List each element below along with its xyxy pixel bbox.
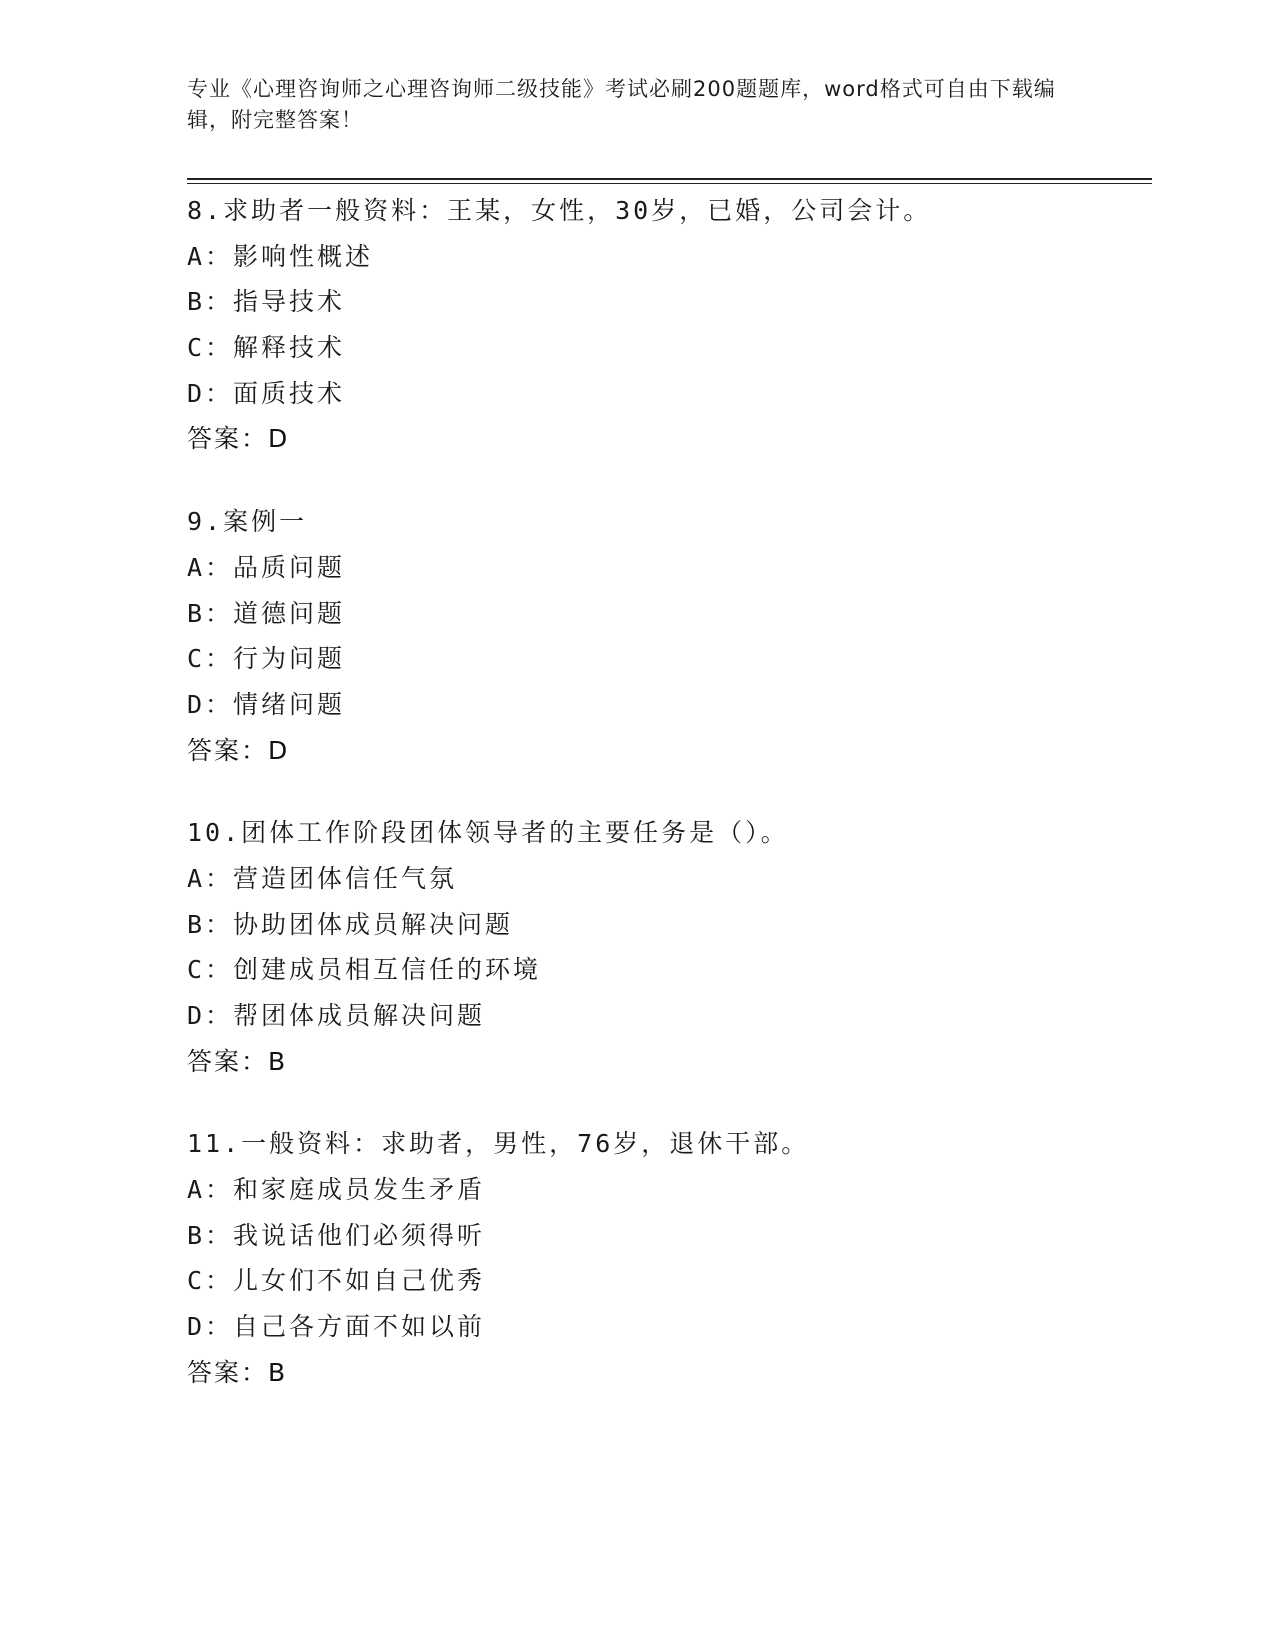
option-c: C：解释技术 bbox=[187, 333, 346, 363]
option-b: B：我说话他们必须得听 bbox=[187, 1220, 486, 1250]
question-list bbox=[187, 188, 1152, 1433]
option-c: C：儿女们不如自己优秀 bbox=[187, 1266, 486, 1296]
answer-line: 答案：B bbox=[187, 1046, 288, 1076]
document-header: 专业《心理咨询师之心理咨询师二级技能》考试必刷200题题库，word格式可自由下载编辑，附完整答案！ bbox=[187, 77, 1056, 132]
option-b: B：协助团体成员解决问题 bbox=[187, 909, 514, 939]
header-rule-thin bbox=[187, 183, 1152, 184]
question-10 bbox=[187, 810, 1152, 1084]
option-b: B：指导技术 bbox=[187, 287, 346, 317]
option-d: D：面质技术 bbox=[187, 378, 346, 408]
option-b: B：道德问题 bbox=[187, 598, 346, 628]
option-a: A：和家庭成员发生矛盾 bbox=[187, 1175, 486, 1205]
option-d: D：帮团体成员解决问题 bbox=[187, 1001, 486, 1030]
answer-line: 答案：B bbox=[187, 1357, 288, 1387]
question-11 bbox=[187, 1121, 1152, 1395]
option-c: C：行为问题 bbox=[187, 644, 346, 674]
question-8 bbox=[187, 188, 1152, 462]
question-9 bbox=[187, 499, 1152, 773]
question-stem: 11.一般资料：求助者，男性，76岁，退休干部。 bbox=[187, 1129, 810, 1159]
header-rule-thick bbox=[187, 178, 1152, 180]
question-stem: 9.案例一 bbox=[187, 507, 308, 537]
answer-line: 答案：D bbox=[187, 735, 290, 765]
option-a: A：影响性概述 bbox=[187, 241, 374, 271]
answer-line: 答案：D bbox=[187, 424, 290, 454]
option-a: A：品质问题 bbox=[187, 552, 346, 582]
option-d: D：情绪问题 bbox=[187, 689, 346, 719]
question-stem: 8.求助者一般资料：王某，女性，30岁，已婚，公司会计。 bbox=[187, 196, 932, 225]
question-stem: 10.团体工作阶段团体领导者的主要任务是（）。 bbox=[187, 818, 789, 848]
option-a: A：营造团体信任气氛 bbox=[187, 863, 458, 893]
option-c: C：创建成员相互信任的环境 bbox=[187, 955, 542, 985]
option-d: D：自己各方面不如以前 bbox=[187, 1312, 486, 1342]
